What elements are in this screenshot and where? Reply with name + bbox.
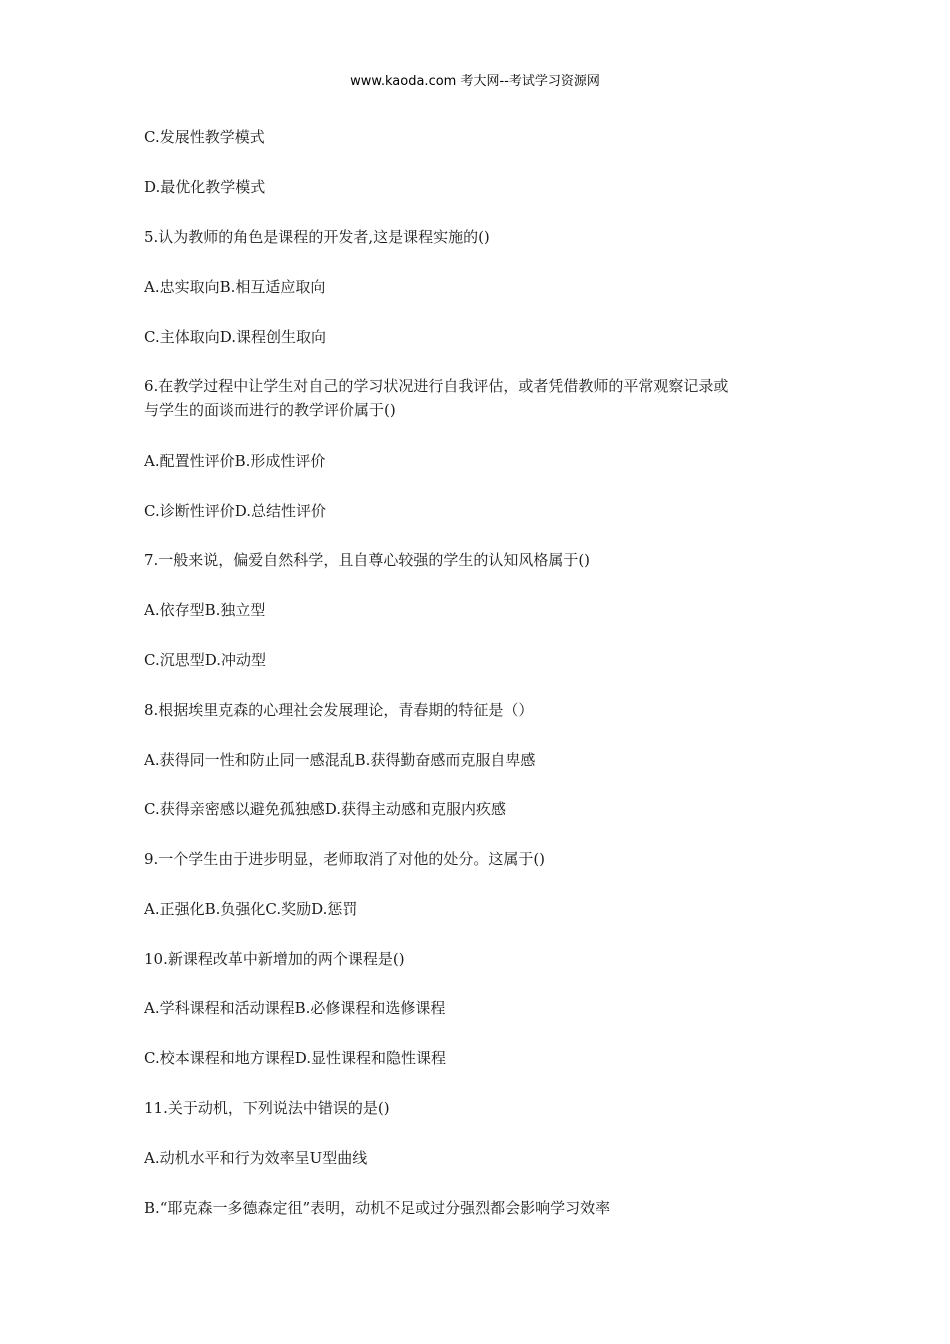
option-line: A.动机水平和行为效率呈U型曲线 — [144, 1149, 368, 1167]
question-line: 5.认为教师的角色是课程的开发者,这是课程实施的() — [144, 228, 490, 246]
option-line: C.诊断性评价D.总结性评价 — [144, 502, 326, 520]
question-line: 11.关于动机，下列说法中错误的是() — [144, 1099, 390, 1117]
option-line: B.“耶克森一多德森定徂”表明，动机不足或过分强烈都会影响学习效率 — [144, 1199, 611, 1217]
option-line: A.配置性评价B.形成性评价 — [144, 452, 326, 470]
option-line: A.依存型B.独立型 — [144, 601, 266, 619]
option-line: C.沉思型D.冲动型 — [144, 651, 266, 669]
option-line: C.校本课程和地方课程D.显性课程和隐性课程 — [144, 1049, 446, 1067]
option-line: C.发展性教学模式 — [144, 128, 265, 146]
question-line: 7.一般来说，偏爱自然科学，且自尊心较强的学生的认知风格属于() — [144, 551, 591, 569]
page-header: www.kaoda.com 考大网--考试学习资源网 — [350, 74, 600, 89]
option-line: A.正强化B.负强化C.奖励D.惩罚 — [144, 900, 358, 918]
option-line: C.获得亲密感以避免孤独感D.获得主动感和克服内疚感 — [144, 800, 506, 818]
option-line: A.学科课程和活动课程B.必修课程和选修课程 — [144, 999, 446, 1017]
option-line: A.获得同一性和防止同一感混乱B.获得勤奋感而克服自卑感 — [144, 751, 536, 769]
option-line: C.主体取向D.课程创生取向 — [144, 328, 326, 346]
question-line-continued: 与学生的面谈而进行的教学评价属于() — [144, 401, 396, 419]
question-line: 8.根据埃里克森的心理社会发展理论，青春期的特征是（） — [144, 701, 534, 719]
question-line: 10.新课程改革中新增加的两个课程是() — [144, 950, 405, 968]
option-line: A.忠实取向B.相互适应取向 — [144, 278, 326, 296]
question-line: 9.一个学生由于进步明显，老师取消了对他的处分。这属于() — [144, 850, 546, 868]
option-line: D.最优化教学模式 — [144, 178, 266, 196]
question-line: 6.在教学过程中让学生对自己的学习状况进行自我评估，或者凭借教师的平常观察记录或 — [144, 377, 729, 395]
